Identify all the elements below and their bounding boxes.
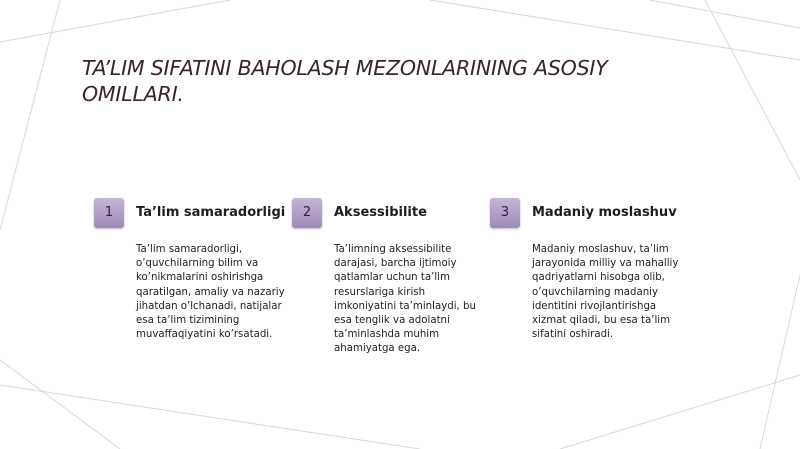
number-badge: 3 [490, 198, 520, 228]
column-body: Madaniy moslashuv, ta’lim jarayonida milliy va mahalliy qadriyatlarni hisobga olib, o’quvchilarning madaniy identitini rivojlantirishga xizmat qiladi, bu esa ta’lim sifatini oshiradi. [532, 244, 679, 341]
column-heading: Aksessibilite [334, 205, 427, 220]
number-badge: 1 [94, 198, 124, 228]
column-heading: Madaniy moslashuv [532, 205, 677, 220]
number-badge: 2 [292, 198, 322, 228]
slide-title: TA’LIM SIFATINI BAHOLASH MEZONLARINING ASOSIY OMILLARI. [82, 56, 608, 106]
column-heading: Ta’lim samaradorligi [136, 205, 286, 220]
column-body: Ta’lim samaradorligi, o’quvchilarning bilim va ko’nikmalarini oshirishga qaratilgan, amaliy va nazariy jihatdan o’lchanadi, natijalar esa ta’lim tizimining muvaffaqiyatini ko’rsatadi. [136, 244, 285, 341]
column-body: Ta’limning aksessibilite darajasi, barcha ijtimoiy qatlamlar uchun ta’lim resurslariga kirish imkoniyatini ta’minlaydi, bu esa tenglik va adolatni ta’minlashda muhim ahamiyatga ega. [334, 244, 476, 355]
